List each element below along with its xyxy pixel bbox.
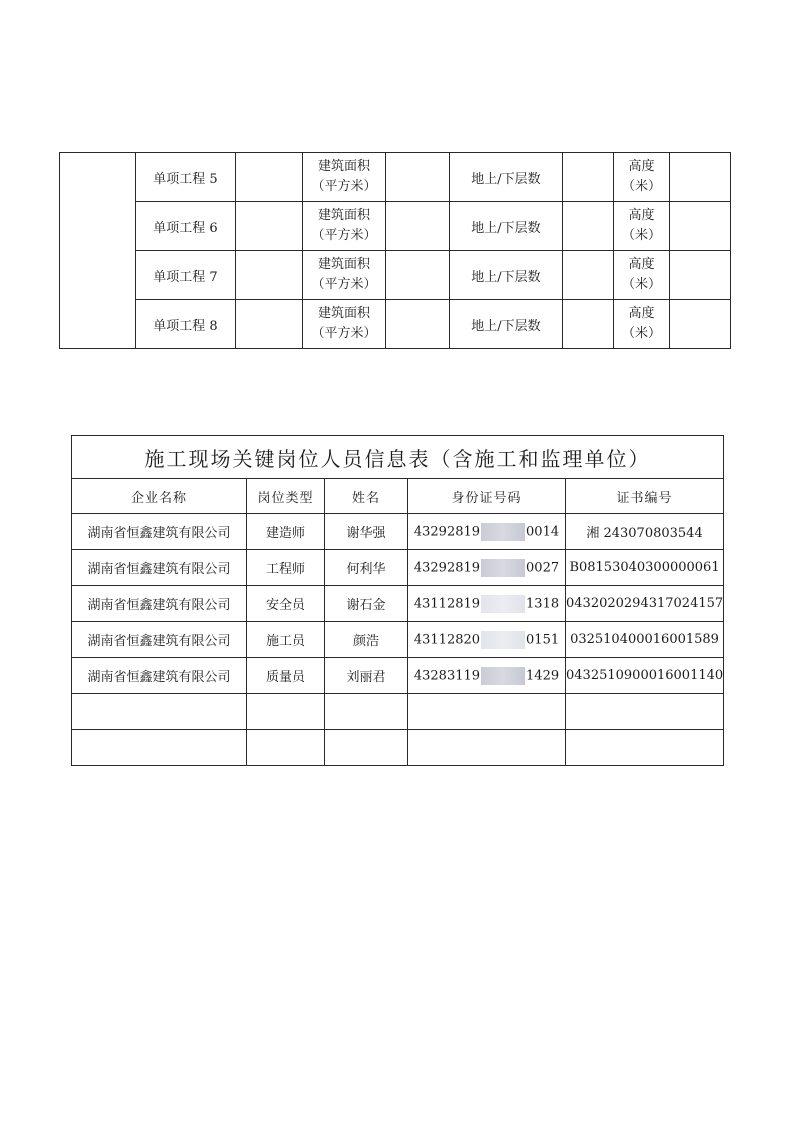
project-name-cell: 单项工程 5 [136,153,236,202]
empty-cell [236,300,303,349]
project-name-cell: 单项工程 7 [136,251,236,300]
area-label-cell [303,251,386,300]
empty-cell [566,694,724,730]
height-label-cell [614,300,670,349]
header-company: 企业名称 [72,479,247,514]
floors-label-cell: 地上/下层数 [450,202,563,251]
height-label-cell [614,202,670,251]
area-unit: （平方米） [311,326,377,341]
project-name-cell: 单项工程 8 [136,300,236,349]
empty-row [72,730,724,766]
redaction-block [481,631,525,649]
empty-cell [325,694,408,730]
project-name-cell: 单项工程 6 [136,202,236,251]
project-table [59,152,731,349]
position-cell: 建造师 [247,514,325,550]
redaction-block [481,667,525,685]
company-cell: 湖南省恒鑫建筑有限公司 [72,586,247,622]
area-label-cell [303,153,386,202]
company-cell: 湖南省恒鑫建筑有限公司 [72,550,247,586]
area-label-cell [303,202,386,251]
floors-label-cell: 地上/下层数 [450,300,563,349]
empty-cell [563,300,614,349]
empty-cell [247,730,325,766]
redaction-block [481,523,525,541]
id-prefix: 43283119 [413,668,481,683]
table-row [72,622,724,658]
id-suffix: 0014 [526,524,560,539]
empty-cell [670,153,731,202]
id-cell [408,550,566,586]
height-label: 高度 [628,306,655,321]
id-prefix: 43292819 [413,524,481,539]
empty-cell [566,730,724,766]
name-cell: 何利华 [325,550,408,586]
cert-cell: 0432510900016001140 [566,658,724,694]
position-cell: 施工员 [247,622,325,658]
height-label-cell [614,153,670,202]
floors-label-cell: 地上/下层数 [450,251,563,300]
empty-cell [670,202,731,251]
area-unit: （平方米） [311,179,377,194]
id-cell [408,586,566,622]
empty-row [72,694,724,730]
table-row [60,153,731,202]
header-position: 岗位类型 [247,479,325,514]
id-prefix: 43292819 [413,560,481,575]
table-row [72,514,724,550]
area-label: 建筑面积 [317,257,370,272]
name-cell: 颜浩 [325,622,408,658]
cert-cell: 湘 243070803544 [566,514,724,550]
height-label: 高度 [628,257,655,272]
company-cell: 湖南省恒鑫建筑有限公司 [72,658,247,694]
empty-cell [325,730,408,766]
redaction-block [481,595,525,613]
cert-cell: B08153040300000061 [566,550,724,586]
area-label-cell [303,300,386,349]
area-label: 建筑面积 [317,208,370,223]
area-label: 建筑面积 [317,159,370,174]
position-cell: 工程师 [247,550,325,586]
height-unit: （米） [621,277,661,292]
empty-cell [247,694,325,730]
table-row [60,300,731,349]
id-suffix: 0151 [526,632,560,647]
height-label: 高度 [628,208,655,223]
empty-cell [563,153,614,202]
area-label: 建筑面积 [317,306,370,321]
table-row [72,586,724,622]
id-suffix: 1318 [526,596,560,611]
header-name: 姓名 [325,479,408,514]
header-id: 身份证号码 [408,479,566,514]
title-row [72,436,724,479]
id-prefix: 43112820 [413,632,481,647]
empty-cell [386,202,450,251]
staff-info-table [71,435,724,766]
height-unit: （米） [621,326,661,341]
empty-cell [408,730,566,766]
floors-label-cell: 地上/下层数 [450,153,563,202]
empty-cell [670,300,731,349]
empty-cell [563,251,614,300]
table-row [72,550,724,586]
empty-cell [236,153,303,202]
table-row [72,658,724,694]
id-cell [408,622,566,658]
height-unit: （米） [621,228,661,243]
empty-cell [236,202,303,251]
header-row [72,479,724,514]
id-prefix: 43112819 [413,596,481,611]
empty-cell [72,730,247,766]
cert-cell: 0432020294317024157 [566,586,724,622]
name-cell: 谢石金 [325,586,408,622]
empty-cell [408,694,566,730]
height-label: 高度 [628,159,655,174]
redaction-block [481,559,525,577]
table-row [60,251,731,300]
height-label-cell [614,251,670,300]
height-unit: （米） [621,179,661,194]
area-unit: （平方米） [311,277,377,292]
empty-cell [236,251,303,300]
position-cell: 安全员 [247,586,325,622]
table-row [60,202,731,251]
area-unit: （平方米） [311,228,377,243]
id-suffix: 0027 [526,560,560,575]
id-cell [408,658,566,694]
cert-cell: 032510400016001589 [566,622,724,658]
empty-cell [386,300,450,349]
company-cell: 湖南省恒鑫建筑有限公司 [72,514,247,550]
position-cell: 质量员 [247,658,325,694]
name-cell: 谢华强 [325,514,408,550]
merged-label-cell [60,153,136,349]
empty-cell [386,153,450,202]
empty-cell [670,251,731,300]
empty-cell [72,694,247,730]
empty-cell [563,202,614,251]
name-cell: 刘丽君 [325,658,408,694]
empty-cell [386,251,450,300]
company-cell: 湖南省恒鑫建筑有限公司 [72,622,247,658]
header-cert: 证书编号 [566,479,724,514]
id-suffix: 1429 [526,668,560,683]
table-title: 施工现场关键岗位人员信息表（含施工和监理单位） [72,436,724,479]
id-cell [408,514,566,550]
